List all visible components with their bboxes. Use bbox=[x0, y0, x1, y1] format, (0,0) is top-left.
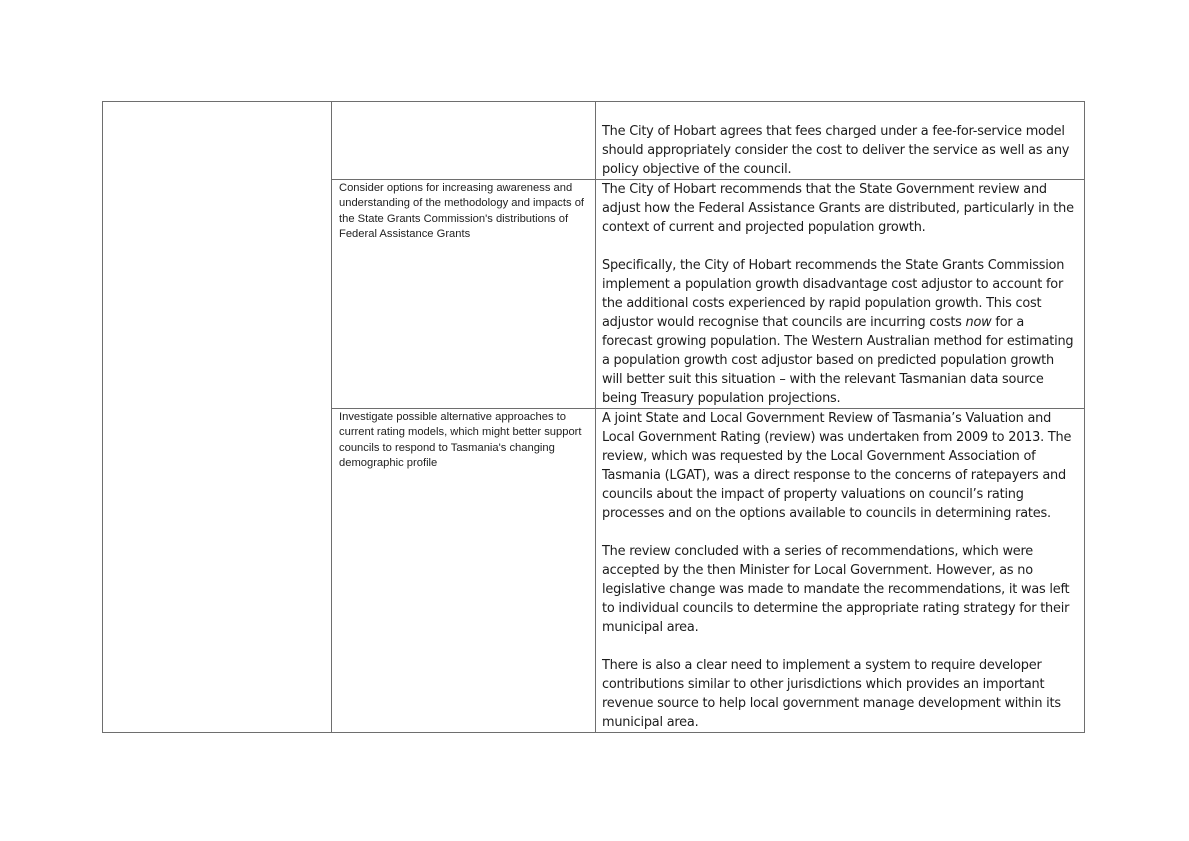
response-cell bbox=[596, 102, 1085, 180]
section-label-cell bbox=[103, 102, 332, 733]
action-text: Investigate possible alternative approaches to current rating models, which might better support councils to respond to Tasmania's changing demographic profile bbox=[339, 411, 582, 470]
action-text: Consider options for increasing awareness and understanding of the methodology and impacts of the State Grants Commission's distributions of Federal Assistance Grants bbox=[339, 182, 585, 241]
response-text: for a forecast growing population. The Western Australian method for estimating a population growth cost adjustor based on predicted population growth will better suit this situation – with the relevant Tasmanian data source being Treasury population projections. bbox=[602, 315, 1074, 406]
response-paragraph: The City of Hobart agrees that fees charged under a fee-for-service model should appropriately consider the cost to deliver the service as well as any policy objective of the council. bbox=[602, 124, 1070, 177]
response-text: Specifically, the City of Hobart recommends the State Grants Commission implement a population growth disadvantage cost adjustor to account for the additional costs experienced by rapid population growth. This cost adjustor would recognise that councils are incurring costs bbox=[602, 258, 1065, 330]
response-cell bbox=[596, 409, 1085, 733]
response-paragraph: The review concluded with a series of recommendations, which were accepted by the then Minister for Local Government. However, as no legislative change was made to mandate the recommendations, it was left to individual councils to determine the appropriate rating strategy for their municipal area. bbox=[602, 544, 1070, 635]
response-paragraph: A joint State and Local Government Review of Tasmania’s Valuation and Local Government Rating (review) was undertaken from 2009 to 2013. The review, which was requested by the Local Government Association of Tasmania (LGAT), was a direct response to the concerns of ratepayers and councils about the impact of property valuations on council’s rating processes and on the options available to councils in determining rates. bbox=[602, 411, 1072, 521]
emphasis-text: now bbox=[965, 315, 992, 330]
action-cell bbox=[332, 102, 596, 180]
response-cell bbox=[596, 180, 1085, 409]
action-cell bbox=[332, 409, 596, 733]
response-paragraph bbox=[602, 256, 1076, 408]
response-table bbox=[102, 101, 1085, 733]
response-paragraph: There is also a clear need to implement a system to require developer contributions similar to other jurisdictions which provides an important revenue source to help local government manage development within its municipal area. bbox=[602, 658, 1061, 730]
response-paragraph: The City of Hobart recommends that the State Government review and adjust how the Federal Assistance Grants are distributed, particularly in the context of current and projected population growth. bbox=[602, 182, 1074, 235]
table-row bbox=[103, 102, 1085, 180]
action-cell bbox=[332, 180, 596, 409]
